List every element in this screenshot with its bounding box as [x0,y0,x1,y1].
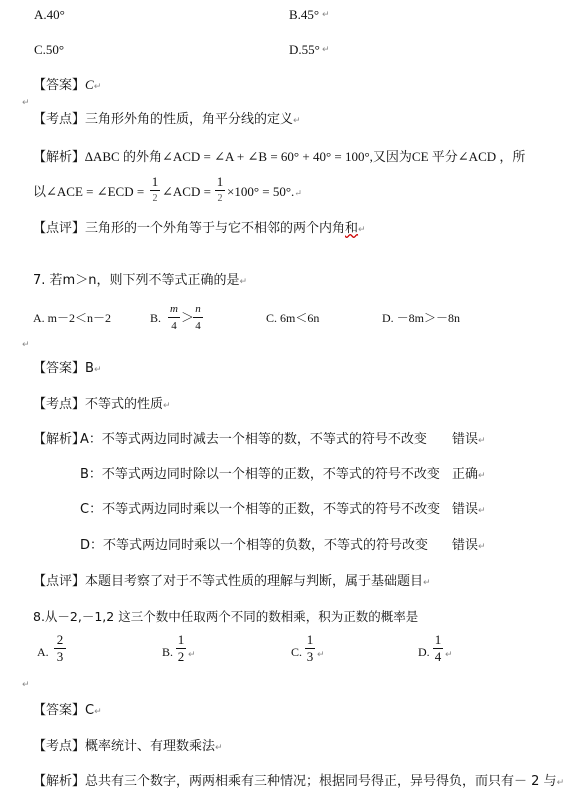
q6-topic-row [33,113,301,126]
q7-topic-row: 【考点】不等式的性质↵ [33,397,171,412]
q7-analysis-line-d: D：不等式两边同时乘以一个相等的负数，不等式的符号改变 [80,538,429,553]
topic-label: 【考点】 [33,112,86,127]
comment-label: 【点评】 [33,221,86,236]
q7-option-c: C. 6m＜6n [266,311,320,325]
q7-analysis-line-b: B：不等式两边同时除以一个相等的正数，不等式的符号不改变 [80,467,440,482]
analysis-label: 【解析】 [33,150,86,165]
topic-text: 三角形外角的性质，角平分线的定义 [85,112,294,127]
q6-option-b: B.45° [289,7,320,22]
q8-option-c-label: C. [291,645,303,659]
q7-comment-row: 【点评】本题目考察了对于不等式性质的理解与判断，属于基础题目↵ [33,574,431,589]
q6-option-c: C.50° [34,42,65,57]
q8-analysis-row: 【解析】总共有三个数字，两两相乘有三种情况；根据同号得正，异号得负，而只有－ 2 与↵ [33,774,564,789]
q8-option-c-frac: 1 3 [306,632,314,664]
q6-analysis-row-2-prefix: 以∠ACE = ∠ECD = [33,184,145,199]
q7-option-b-frac-left: m 4 [168,302,180,333]
q8-option-a-label: A. [37,645,49,659]
paragraph-mark: ↵ [322,45,330,55]
q7-option-b-gt: ＞ [181,310,195,325]
q7-option-d: D. －8m＞－8n [382,311,461,325]
paragraph-mark: ↵ [317,650,325,660]
q8-answer-row: 【答案】C↵ [33,703,102,718]
q7-option-a: A. m－2＜n－2 [33,311,112,325]
q8-topic-row: 【考点】概率统计、有理数乘法↵ [33,739,223,754]
paragraph-mark: ↵ [322,10,330,20]
q7-analysis-verdict-a: 错误↵ [452,432,486,447]
comment-text: 三角形的一个外角等于与它不相邻的两个内角 [85,221,346,236]
paragraph-mark: ↵ [22,680,30,690]
q8-option-b-label: B. [162,645,174,659]
q8-option-a-frac: 2 3 [54,633,66,664]
paragraph-mark: ↵ [93,82,102,92]
q7-analysis-verdict-d: 错误↵ [452,538,486,553]
q7-analysis-verdict-c: 错误↵ [452,502,486,517]
fraction-half-2: 1 2 [216,174,224,204]
paragraph-mark: ↵ [22,98,30,108]
comment-text-spellcheck: 和 [345,221,359,236]
q7-stem: 7. 若m＞n，则下列不等式正确的是↵ [33,273,247,288]
q8-option-b-frac: 1 2 [177,632,185,664]
q7-option-b-frac-right: n 4 [193,302,203,333]
answer-value: C [85,77,94,92]
q7-analysis-line-c: C：不等式两边同时乘以一个相等的正数，不等式的符号不改变 [80,502,441,517]
answer-label: 【答案】 [33,78,86,93]
q7-analysis-line-a: A：不等式两边同时减去一个相等的数，不等式的符号不改变 [80,432,427,447]
paragraph-mark: ↵ [445,650,453,660]
q6-option-a: A.40° [34,7,65,22]
q6-analysis-row-1 [33,150,525,164]
q7-analysis-label: 【解析】 [33,432,86,447]
q7-option-b-label: B. [150,311,162,325]
paragraph-mark: ↵ [22,340,30,350]
q6-analysis-row-2-suffix: ×100° = 50°.↵ [227,184,302,199]
analysis-line-1: ∆ABC 的外角∠ACD = ∠A + ∠B = 60° + 40° = 100°,又因为CE 平分∠ACD ，所 [85,149,526,164]
q6-analysis-row-2-mid: ∠ACD = [162,184,211,199]
q7-analysis-verdict-b: 正确↵ [452,467,486,482]
q8-option-d-label: D. [418,645,430,659]
q8-option-d-frac: 1 4 [434,632,442,664]
q6-answer-row [33,78,101,92]
q6-option-d: D.55° [289,42,320,57]
fraction-half-1: 1 2 [151,174,159,204]
q6-comment-row: 【点评】三角形的一个外角等于与它不相邻的两个内角和↵ [33,221,366,236]
paragraph-mark: ↵ [293,116,301,126]
q8-stem: 8.从－2,－1,2 这三个数中任取两个不同的数相乘，积为正数的概率是 [33,609,419,624]
q7-answer-row: 【答案】B↵ [33,361,102,376]
paragraph-mark: ↵ [188,650,196,660]
